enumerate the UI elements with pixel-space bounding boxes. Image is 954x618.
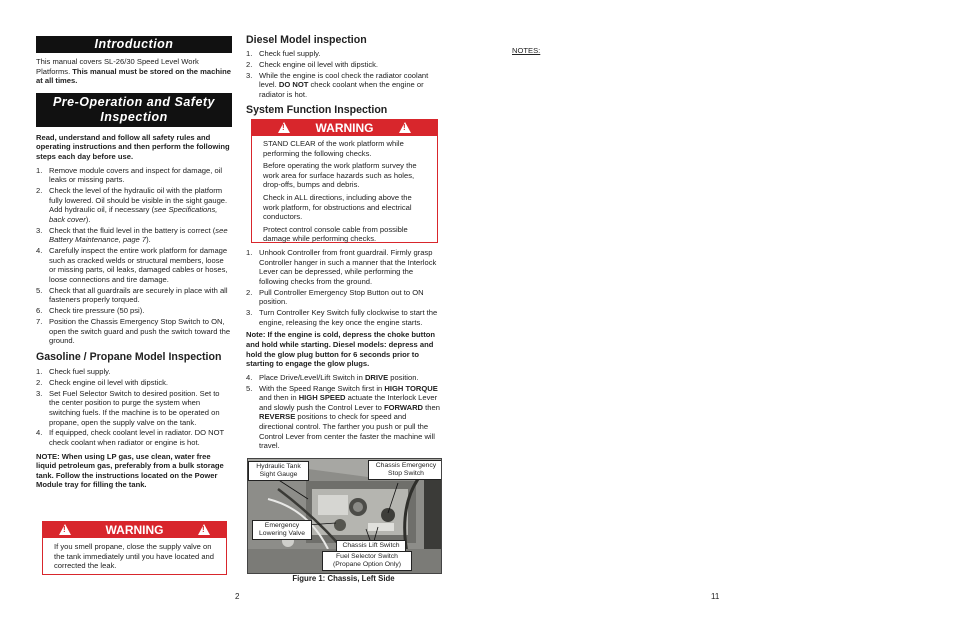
warning-triangle-icon: ! xyxy=(278,122,290,133)
callout-line: Lowering Valve xyxy=(259,530,305,537)
item-number: 1. xyxy=(246,248,253,257)
preop-heading-line1: Pre-Operation and Safety xyxy=(52,94,216,109)
item-number: 2. xyxy=(246,287,253,297)
item-text: Unhook Controller from front guardrail. Firmly grasp Controller hanger in such a manner that the Interlock Lever can be depressed, while performing the following checks from the ground. xyxy=(259,248,437,286)
warning-body xyxy=(252,136,437,250)
chassis-photo xyxy=(247,458,442,574)
item-text-bold: REVERSE xyxy=(259,412,296,422)
left-column xyxy=(36,36,232,490)
list-item xyxy=(36,186,232,224)
warning-triangle-icon: ! xyxy=(399,122,411,133)
list-item xyxy=(36,389,232,427)
item-text: positions to check for speed and directional control. The farther you push or pull the Control Lever from center the faster the machine will travel. xyxy=(259,412,435,451)
list-item xyxy=(36,367,232,377)
item-text: Check fuel supply. xyxy=(259,49,321,58)
callout-line: Chassis Lift Switch xyxy=(342,542,400,549)
item-number: 3. xyxy=(36,388,43,398)
callout-line: Chassis Emergency xyxy=(375,462,437,469)
item-text: actuate the Interlock Lever and slowly push the Control Lever to xyxy=(259,393,438,412)
middle-column-steps xyxy=(246,248,442,452)
gas-list xyxy=(36,367,232,448)
item-number: 6. xyxy=(36,306,43,316)
item-text-bold: HIGH SPEED xyxy=(298,393,346,403)
list-item xyxy=(246,308,442,327)
item-text: Remove module covers and inspect for damage, oil leaks or missing parts. xyxy=(49,165,223,185)
item-text-bold: HIGH TORQUE xyxy=(384,383,438,393)
list-item xyxy=(36,428,232,447)
callout-line: Stop Switch xyxy=(388,470,424,477)
preop-lead: Read, understand and follow all safety rules and operating instructions and then perform the following steps each day before use. xyxy=(36,132,230,161)
warning-header xyxy=(252,120,437,136)
system-steps-list-cont xyxy=(246,373,442,451)
warning-title: WARNING xyxy=(315,121,374,135)
intro-text-plain: This manual covers SL-26/30 Speed Level Work Platforms. xyxy=(36,57,199,76)
callout-line: (Propane Option Only) xyxy=(332,561,401,568)
item-text-end: check coolant when the engine or radiator is hot. xyxy=(259,80,424,99)
item-text: Pull Controller Emergency Stop Button out to ON position. xyxy=(259,287,424,307)
warning-body xyxy=(43,538,226,577)
item-number: 3. xyxy=(246,70,253,80)
callout-hydraulic-tank xyxy=(248,461,309,481)
callout-fuel-selector-switch xyxy=(322,551,412,571)
item-number: 1. xyxy=(36,165,43,175)
middle-column xyxy=(246,34,442,117)
engine-cold-note: Note: If the engine is cold, depress the choke button and hold while starting. Diesel models: depress and hold the glow plug button for 6 seconds prior to starting to engage the glow plugs. xyxy=(246,330,436,369)
item-reference: see Battery Maintenance, page 7 xyxy=(49,225,228,245)
list-item xyxy=(246,71,442,100)
warning-paragraph: STAND CLEAR of the work platform while performing the following checks. xyxy=(263,139,404,158)
item-text: With the Speed Range Switch first in xyxy=(259,383,385,393)
list-item xyxy=(36,306,232,316)
stand-clear-warning-box xyxy=(251,119,438,243)
item-text: While the engine is cool check the radiator coolant level. xyxy=(259,70,429,90)
item-number: 4. xyxy=(246,372,253,382)
list-item xyxy=(36,166,232,185)
item-text: Place Drive/Level/Lift Switch in xyxy=(259,372,365,382)
callout-chassis-emergency-stop xyxy=(368,460,442,480)
item-text: Check that all guardrails are securely in place with all fasteners properly torqued. xyxy=(49,285,228,305)
list-item xyxy=(246,373,442,383)
warning-paragraph: Check in ALL directions, including above the work platform, for obstructions and electrical conductors. xyxy=(263,192,412,222)
gas-heading: Gasoline / Propane Model Inspection xyxy=(36,351,222,364)
item-text: Carefully inspect the entire work platform for damage such as cracked welds or structural members, loose or missing parts, oil leaks, damaged cables or hoses, loose connections and tire damage. xyxy=(49,246,228,284)
figure-caption: Figure 1: Chassis, Left Side xyxy=(292,574,395,583)
item-number: 2. xyxy=(36,377,43,387)
intro-text xyxy=(36,57,232,86)
warning-paragraph: Protect control console cable from possible damage while performing checks. xyxy=(263,224,408,244)
list-item xyxy=(36,246,232,284)
item-number: 3. xyxy=(36,225,43,235)
callout-line: Sight Gauge xyxy=(259,471,298,478)
list-item xyxy=(36,286,232,305)
item-text-bold: FORWARD xyxy=(383,402,424,412)
gas-note: NOTE: When using LP gas, use clean, water free liquid petroleum gas, preferably from a bulk storage tank. Follow the instructions located on the Power Module tray for filling the tank. xyxy=(36,451,224,490)
item-text: Turn Controller Key Switch fully clockwise to start the engine, releasing the key once the engine starts. xyxy=(259,308,438,327)
item-text: Set Fuel Selector Switch to desired position. Set to the center position to purge the system when switching fuels. If the machine is to be operated on propane, open the supply valve on the tank. xyxy=(49,388,220,427)
item-text: Check engine oil level with dipstick. xyxy=(49,377,169,387)
item-text: Position the Chassis Emergency Stop Switch to ON, open the switch guard and push the switch toward the ground. xyxy=(49,317,231,346)
item-number: 5. xyxy=(246,383,253,393)
list-item xyxy=(246,60,442,70)
list-item xyxy=(36,317,232,346)
list-item xyxy=(36,226,232,245)
list-item xyxy=(246,288,442,307)
system-function-heading: System Function Inspection xyxy=(246,103,388,116)
callout-line: Emergency xyxy=(264,522,300,529)
list-item xyxy=(36,378,232,388)
warning-paragraph: Before operating the work platform survey the work area for surface hazards such as holes, drop-offs, bumps and debris. xyxy=(263,161,417,190)
preop-list xyxy=(36,166,232,346)
system-steps-list xyxy=(246,248,442,327)
list-item xyxy=(246,248,442,286)
item-text: Check engine oil level with dipstick. xyxy=(259,59,379,69)
item-text: then xyxy=(423,402,440,412)
item-text: and then in xyxy=(259,393,299,403)
item-number: 5. xyxy=(36,285,43,295)
list-item xyxy=(246,49,442,59)
item-text-end: position. xyxy=(388,372,419,382)
intro-text-bold: This manual must be stored on the machine at all times. xyxy=(36,66,231,86)
item-text: Check that the fluid level in the battery is correct ( xyxy=(49,225,216,235)
callout-line: Hydraulic Tank xyxy=(256,463,301,470)
item-number: 4. xyxy=(36,246,43,256)
item-number: 1. xyxy=(246,49,253,58)
item-text-bold: DRIVE xyxy=(364,372,389,382)
item-number: 2. xyxy=(36,186,43,196)
notes-label: NOTES: xyxy=(512,46,541,55)
preop-heading-line2: Inspection xyxy=(100,109,168,124)
propane-warning-box xyxy=(42,521,227,575)
list-item xyxy=(246,384,442,451)
callout-emergency-lowering-valve xyxy=(252,520,312,540)
item-text-end: ). xyxy=(146,235,151,245)
item-number: 3. xyxy=(246,308,253,318)
item-text: If equipped, check coolant level in radiator. DO NOT check coolant when radiator or engine is hot. xyxy=(49,428,225,448)
item-reference: see Specifications, back cover xyxy=(49,205,218,224)
item-number: 7. xyxy=(36,317,43,327)
preop-heading xyxy=(36,93,232,127)
page-number-right: 11 xyxy=(711,592,720,601)
introduction-heading: Introduction xyxy=(36,36,232,53)
warning-triangle-icon: ! xyxy=(198,524,210,535)
item-text-bold: DO NOT xyxy=(278,80,309,90)
item-text: Check tire pressure (50 psi). xyxy=(49,306,145,316)
item-text-end: ). xyxy=(85,214,91,224)
item-text: Check fuel supply. xyxy=(49,367,111,377)
warning-header xyxy=(43,522,226,538)
warning-triangle-icon: ! xyxy=(59,524,71,535)
page-number-left: 2 xyxy=(235,592,240,601)
diesel-list xyxy=(246,49,442,100)
item-number: 4. xyxy=(36,428,43,438)
callout-line: Fuel Selector Switch xyxy=(336,553,398,560)
item-text: Check the level of the hydraulic oil with the platform fully lowered. Oil should be visible in the sight gauge. Add hydraulic oil, if necessary ( xyxy=(49,186,228,215)
warning-title: WARNING xyxy=(105,523,164,537)
warning-text: If you smell propane, close the supply valve on the tank immediately until you have located and corrected the leak. xyxy=(54,542,214,571)
item-number: 2. xyxy=(246,59,253,69)
diesel-heading: Diesel Model inspection xyxy=(246,34,367,46)
item-number: 1. xyxy=(36,367,43,377)
